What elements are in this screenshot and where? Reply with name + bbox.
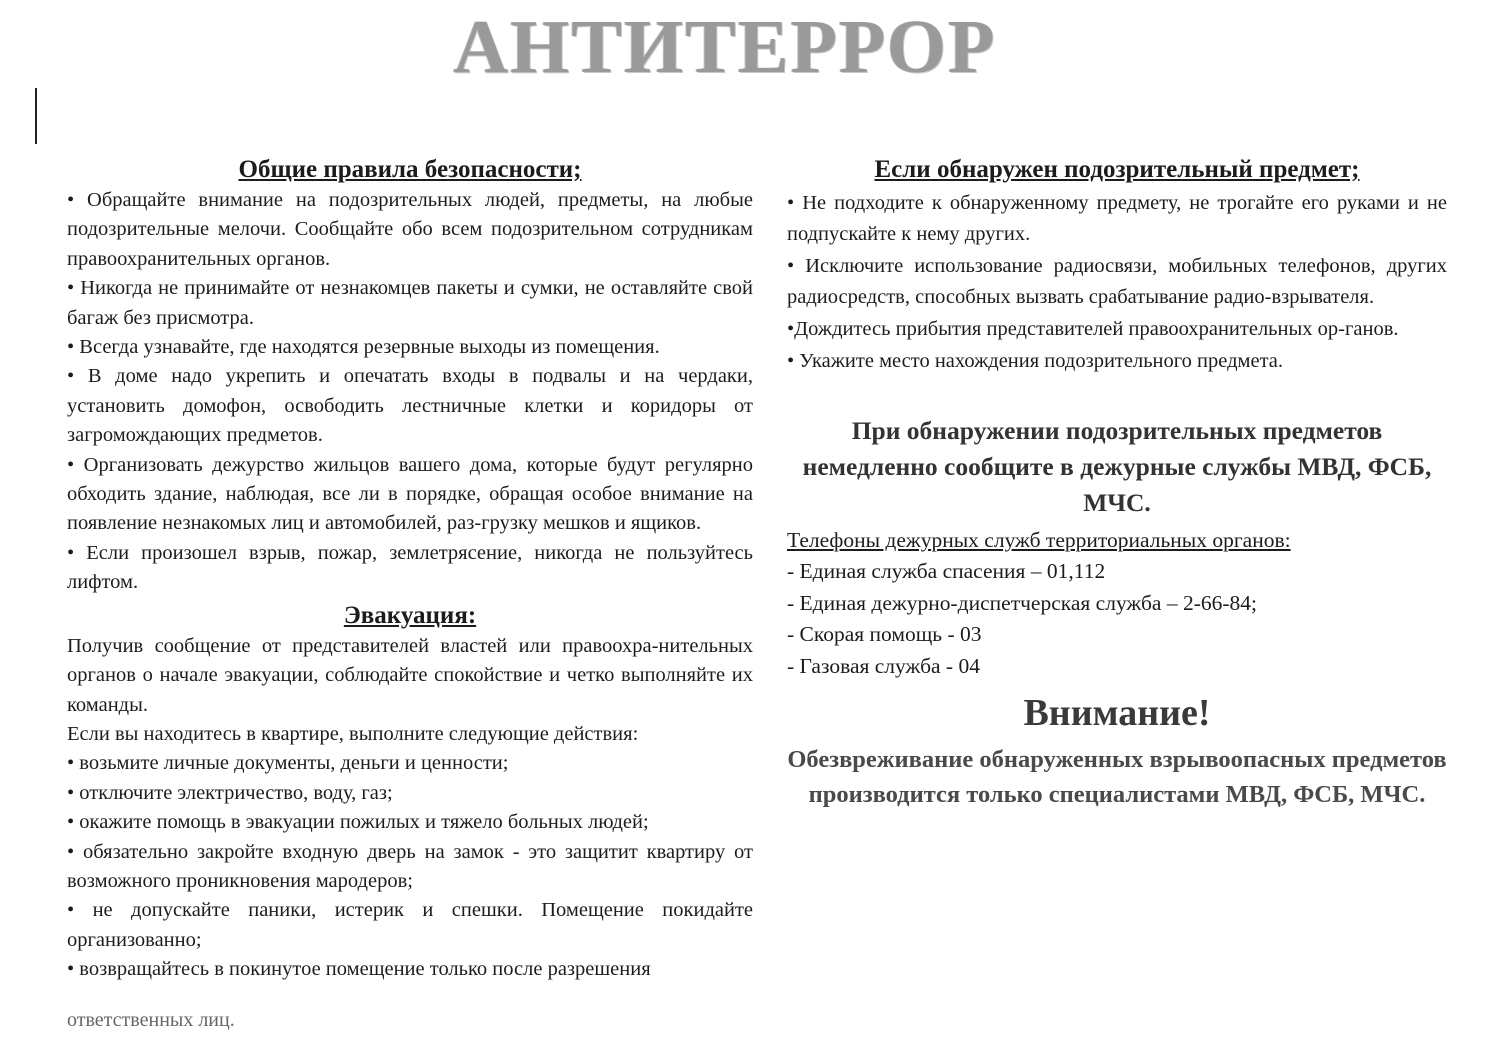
general-rule-item: • Всегда узнавайте, где находятся резервные выходы из помещения.	[67, 336, 660, 359]
phones-section	[787, 525, 1447, 682]
phone-item: - Газовая служба - 04	[787, 653, 980, 678]
suspicious-item: •Дождитесь прибытия представителей правоохранительных ор-ганов.	[787, 318, 1399, 340]
phones-title: Телефоны дежурных служб территориальных органов:	[787, 528, 1291, 552]
evacuation-heading: Эвакуация:	[343, 601, 477, 629]
suspicious-item: • Исключите использование радиосвязи, мобильных телефонов, других радиосредств, способных вызвать срабатывание радио-взрывателя.	[787, 255, 1447, 308]
evacuation-item: • не допускайте паники, истерик и спешки. Помещение покидайте организованно;	[67, 899, 753, 951]
evacuation-apartment-text: Если вы находитесь в квартире, выполните следующие действия:	[67, 722, 639, 745]
evacuation-item: • окажите помощь в эвакуации пожилых и тяжело больных людей;	[67, 811, 649, 834]
suspicious-object-section	[787, 154, 1447, 377]
report-notice: При обнаружении подозрительных предметов немедленно сообщите в дежурные службы МВД, ФСБ, МЧС.	[802, 416, 1432, 517]
margin-mark	[35, 88, 37, 144]
general-rules-heading: Общие правила безопасности;	[238, 156, 582, 183]
general-rule-item: • В доме надо укрепить и опечатать входы в подвалы и на чердаки, установить домофон, освободить лестничные клетки и коридоры от загромождающих предметов.	[67, 365, 753, 447]
evacuation-item: • обязательно закройте входную дверь на замок - это защитит квартиру от возможного проникновения мародеров;	[67, 840, 753, 892]
evacuation-section	[67, 600, 753, 985]
evacuation-item: • возвращайтесь в покинутое помещение только после разрешения	[67, 958, 651, 981]
phone-item: - Скорая помощь - 03	[787, 622, 982, 646]
general-rule-item: • Никогда не принимайте от незнакомцев пакеты и сумки, не оставляйте свой багаж без присмотра.	[67, 277, 753, 329]
evacuation-item: • возьмите личные документы, деньги и ценности;	[67, 752, 509, 775]
evacuation-intro: Получив сообщение от представителей властей или правоохра-нительных органов о начале эвакуации, соблюдайте спокойствие и четко выполняйте их команды.	[67, 634, 753, 716]
attention-heading: Внимание!	[1023, 692, 1211, 734]
right-column	[787, 154, 1447, 812]
suspicious-item: • Не подходите к обнаруженному предмету, не трогайте его руками и не подпускайте к нему других.	[787, 192, 1447, 245]
cut-off-line: ответственных лиц.	[67, 1009, 235, 1031]
general-rule-item: • Организовать дежурство жильцов вашего дома, которые будут регулярно обходить здание, наблюдая, все ли в порядке, обращая особое внимание на появление незнакомых лиц и автомобилей, раз-грузку мешков и ящиков.	[67, 453, 753, 535]
evacuation-item: • отключите электричество, воду, газ;	[67, 781, 393, 804]
suspicious-item: • Укажите место нахождения подозрительного предмета.	[787, 350, 1284, 372]
page-title: АНТИТЕРРОР	[453, 5, 997, 89]
phone-item: - Единая служба спасения – 01,112	[787, 559, 1106, 583]
left-column	[67, 154, 753, 985]
phone-item: - Единая дежурно-диспетчерская служба – 2-66-84;	[787, 590, 1258, 615]
general-rule-item: • Если произошел взрыв, пожар, землетрясение, никогда не пользуйтесь лифтом.	[67, 541, 753, 594]
general-rules-section	[67, 154, 753, 598]
warning-text: Обезвреживание обнаруженных взрывоопасных предметов производится только специалистами МВД, ФСБ, МЧС.	[787, 746, 1447, 808]
general-rule-item: • Обращайте внимание на подозрительных людей, предметы, на любые подозрительные мелочи. Сообщайте обо всем подозрительном сотрудникам правоохранительных органов.	[67, 189, 753, 270]
suspicious-object-heading: Если обнаружен подозрительный предмет;	[874, 156, 1360, 183]
cut-off-text	[67, 1009, 257, 1031]
